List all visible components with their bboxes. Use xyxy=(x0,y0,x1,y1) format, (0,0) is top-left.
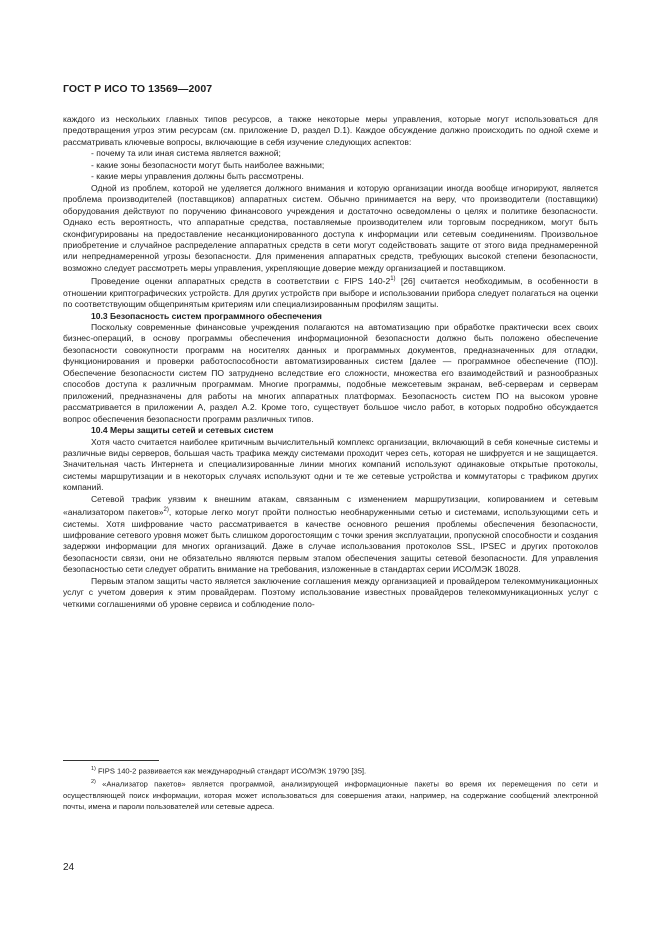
paragraph xyxy=(63,494,598,576)
paragraph xyxy=(63,274,598,310)
footnote-ref: 2) xyxy=(163,507,169,514)
footnote xyxy=(63,764,598,777)
list-item: - какие зоны безопасности могут быть наиболее важными; xyxy=(91,159,325,170)
footnotes xyxy=(63,764,598,813)
document-header: ГОСТ Р ИСО ТО 13569—2007 xyxy=(63,83,213,95)
paragraph-text: Проведение оценки аппаратных средств в соответствии с FIPS 140-2 xyxy=(91,276,391,287)
footnote-mark: 1) xyxy=(91,766,96,772)
footnote-text: «Анализатор пакетов» является программой, анализирующей информационные пакеты во время их перемещения по сети и осуществляющей поиск информации, которая может использоваться для совершения атаки, например, на содержание сообщений электронной почты, имена и пароли пользователей или сетевые адреса. xyxy=(63,779,598,811)
footnote-ref: 1) xyxy=(390,276,396,283)
footnote-text: FIPS 140-2 развивается как международный стандарт ИСО/МЭК 19790 [35]. xyxy=(95,766,367,776)
list-item: - какие меры управления должны быть рассмотрены. xyxy=(91,171,304,182)
footnote-mark: 2) xyxy=(91,779,96,786)
footnote-divider xyxy=(63,760,159,761)
paragraph-text: , которые легко могут пройти полностью необнаруженными сетью и системами, использующими сеть и системы. Хотя шифрование часто рассматривается в качестве основного решения проблемы обеспечения безопасности, шифрование сетевого уровня может быть слишком дорогостоящим с точки зрения эксплуатации, пропускной способности и создания задержки информации для многих организаций. Даже в случае использования протоколов SSL, IPSEC и других протоколов безопасности связи, они не обязательно являются первым этапом обеспечения защиты сетевой безопасности. Для управления безопасностью сети следует обратить внимание на требования, изложенные в стандартах серии ИСО/МЭК 18028. xyxy=(63,507,598,575)
paragraph-text: Сетевой трафик уязвим к внешним атакам, связанным с изменением маршрутизации, копированием и сетевым «анализатором пакетов» xyxy=(63,493,598,518)
paragraph: Первым этапом защиты часто является заключение соглашения между организацией и провайдером телекоммуникационных услуг с учетом доверия к этим провайдерам. Поэтому использование известных провайдеров телекоммуникационных услуг с четкими соглашениями об уровне сервиса и соблюдение поло- xyxy=(63,575,598,609)
page-number: 24 xyxy=(63,862,75,873)
paragraph: Одной из проблем, которой не уделяется должного внимания и которую организации иногда вообще игнорируют, является проблема производителей (поставщиков) аппаратных систем. Обычно принимается на веру, что производители (поставщики) оборудования действуют по поручению финансового учреждения и достаточно осведомлены о целях и политике безопасности. Однако есть вероятность, что аппаратные средства, поставляемые производителем или торговым посредником, могут быть сконфигурированы на предоставление несанкционированного доступа к информации или сетевым соединениям. Произвольное приобретение и случайное распределение аппаратных средств в сети могут содействовать защите от этого вида преднамеренной или непреднамеренной угрозы безопасности. Для применения аппаратных средств, требующих высокой степени безопасности, возможно следует рассмотреть меры управления, укрепляющие доверие между организацией и поставщиком. xyxy=(63,182,598,273)
section-heading: 10.3 Безопасность систем программного обеспечения xyxy=(91,310,322,321)
main-text xyxy=(63,114,598,610)
paragraph: Хотя часто считается наиболее критичным вычислительный комплекс организации, включающий в себя конечные системы и различные виды серверов, большая часть трафика между системами проходит через сеть, которая не шифруется и не защищается. Значительная часть Интернета и специализированные линии многих компаний используют одинаковые открытые протоколы, системы маршрутизации и в некоторых случаях используют одни и те же сетевые устройства и коммутаторы с трафиком других компаний. xyxy=(63,436,598,493)
paragraph: каждого из нескольких главных типов ресурсов, а также некоторые меры управления, которые могут использоваться для предотвращения угроз этим ресурсам (см. приложение D, раздел D.1). Каждое обсуждение должно происходить по одной схеме и рассматривать ключевые вопросы, включающие в себя изучение следующих аспектов: xyxy=(63,114,598,147)
list-item: - почему та или иная система является важной; xyxy=(91,148,281,159)
section-heading: 10.4 Меры защиты сетей и сетевых систем xyxy=(91,425,274,436)
paragraph-text: [26] считается необходимым, в особенности в отношении криптографических устройств. Для других устройств при выборе и использовании прибора следует полагаться на оценки по соответствующим общепринятым критериям или специализированным профилям защиты. xyxy=(63,276,598,310)
footnote xyxy=(63,777,598,812)
paragraph: Поскольку современные финансовые учреждения полагаются на автоматизацию при обработке практически всех своих бизнес-операций, в основу программы обеспечения информационной безопасности должно быть положено обеспечение безопасности совокупности программ на носителях данных и программных документов, предназначенных для отладки, функционирования и проверки работоспособности автоматизированных систем [далее — программное обеспечение (ПО)]. Обеспечение безопасности систем ПО затруднено вследствие его сложности, множества его взаимодействий и разнообразных способов доступа к различным программам. Многие программы, подобные межсетевым экранам, веб-серверам и серверам приложений, предназначены для работы на многих аппаратных платформах. Безопасность систем ПО на высоком уровне рассматривается в приложении А, раздел А.2. Кроме того, существует большое число работ, в которых подробно обсуждается вопрос обеспечения безопасности программ различных типов. xyxy=(63,322,598,424)
